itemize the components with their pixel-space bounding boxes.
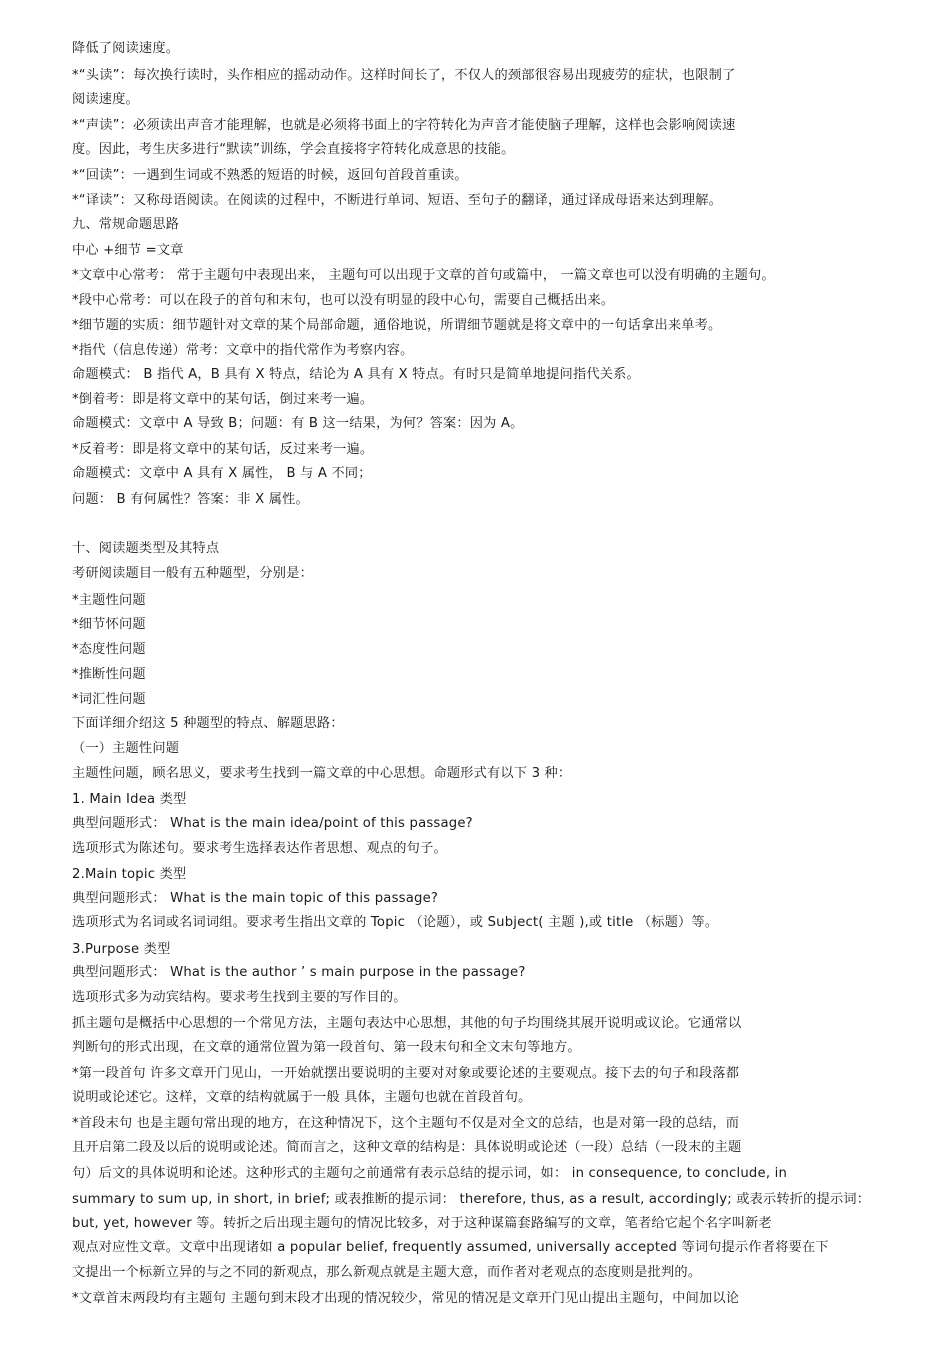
text-line: 度。因此，考生庆多进行“默读”训练，学会直接将字符转化成意思的技能。 (72, 142, 515, 157)
text-line: 1. Main Idea 类型 (72, 792, 187, 807)
text-line: 文提出一个标新立异的与之不同的新观点，那么新观点就是主题大意，而作者对老观点的态度则是批判的。 (72, 1265, 702, 1280)
list-item: *细节怀问题 (72, 617, 146, 632)
text-line: *“头读”：每次换行读时，头作相应的摇动动作。这样时间长了，不仅人的颈部很容易出现疲劳的症状，也限制了 (72, 68, 736, 83)
subsection-heading: （一）主题性问题 (72, 741, 180, 756)
text-line: 命题模式：文章中 A 具有 X 属性， B 与 A 不同； (72, 466, 372, 481)
text-line: 句）后文的具体说明和论述。这种形式的主题句之前通常有表示总结的提示词，如： in consequence, to conclude, in (72, 1166, 788, 1181)
text-line: 说明或论述它。这样，文章的结构就属于一般 具体，主题句也就在首段首句。 (72, 1090, 532, 1105)
text-line: but, yet, however 等。转折之后出现主题句的情况比较多，对于这种谋篇套路编写的文章，笔者给它起个名字叫新老 (72, 1216, 772, 1231)
text-line: *反着考：即是将文章中的某句话，反过来考一遍。 (72, 442, 374, 457)
list-item: *推断性问题 (72, 667, 146, 682)
text-line: *细节题的实质：细节题针对文章的某个局部命题，通俗地说，所谓细节题就是将文章中的一句话拿出来单考。 (72, 318, 722, 333)
text-line: *“声读”：必须读出声音才能理解，也就是必须将书面上的字符转化为声音才能使脑子理解，这样也会影响阅读速 (72, 118, 736, 133)
text-line: 命题模式：文章中 A 导致 B；问题：有 B 这一结果，为何？答案：因为 A。 (72, 416, 524, 431)
section-heading: 十、阅读题类型及其特点 (72, 541, 220, 556)
text-line: *倒着考：即是将文章中的某句话，倒过来考一遍。 (72, 392, 374, 407)
text-line: 主题性问题，顾名思义，要求考生找到一篇文章的中心思想。命题形式有以下 3 种： (72, 766, 572, 781)
text-line: *段中心常考：可以在段子的首句和末句，也可以没有明显的段中心句，需要自己概括出来。 (72, 293, 615, 308)
text-line: *“译读”：又称母语阅读。在阅读的过程中，不断进行单词、短语、至句子的翻译，通过译成母语来达到理解。 (72, 193, 723, 208)
text-line: 中心 +细节 =文章 (72, 243, 184, 258)
text-line: 典型问题形式： What is the main topic of this passage? (72, 891, 439, 906)
text-line: *首段末句 也是主题句常出现的地方，在这种情况下，这个主题句不仅是对全文的总结，也是对第一段的总结，而 (72, 1116, 740, 1131)
text-line: 降低了阅读速度。 (72, 41, 180, 56)
text-line: 典型问题形式： What is the main idea/point of this passage? (72, 816, 473, 831)
text-line: 且开启第二段及以后的说明或论述。简而言之，这种文章的结构是：具体说明或论述（一段）总结（一段末的主题 (72, 1140, 742, 1155)
text-line: 选项形式为名词或名词词组。要求考生指出文章的 Topic （论题），或 Subject( 主题 ),或 title （标题）等。 (72, 915, 719, 930)
text-line: 抓主题句是概括中心思想的一个常见方法，主题句表达中心思想，其他的句子均围绕其展开说明或议论。它通常以 (72, 1016, 742, 1031)
text-line: 选项形式多为动宾结构。要求考生找到主要的写作目的。 (72, 990, 407, 1005)
text-line: 典型问题形式： What is the author ’ s main purpose in the passage? (72, 965, 526, 980)
text-line: 命题模式： B 指代 A，B 具有 X 特点，结论为 A 具有 X 特点。有时只是简单地提问指代关系。 (72, 367, 640, 382)
section-heading: 九、常规命题思路 (72, 217, 180, 232)
text-line: 判断句的形式出现，在文章的通常位置为第一段首句、第一段末句和全文末句等地方。 (72, 1040, 581, 1055)
list-item: *态度性问题 (72, 642, 146, 657)
text-line: 2.Main topic 类型 (72, 867, 187, 882)
list-item: *主题性问题 (72, 593, 146, 608)
text-line: 阅读速度。 (72, 92, 139, 107)
text-line: *第一段首句 许多文章开门见山，一开始就摆出要说明的主要对对象或要论述的主要观点。接下去的句子和段落都 (72, 1066, 740, 1081)
text-line: 考研阅读题目一般有五种题型，分别是： (72, 566, 313, 581)
text-line: 下面详细介绍这 5 种题型的特点、解题思路： (72, 716, 344, 731)
text-line: 选项形式为陈述句。要求考生选择表达作者思想、观点的句子。 (72, 841, 447, 856)
text-line: 问题： B 有何属性？答案：非 X 属性。 (72, 492, 309, 507)
text-line: *文章中心常考： 常于主题句中表现出来， 主题句可以出现于文章的首句或篇中， 一篇文章也可以没有明确的主题句。 (72, 268, 775, 283)
text-line: *文章首末两段均有主题句 主题句到末段才出现的情况较少，常见的情况是文章开门见山提出主题句，中间加以论 (72, 1291, 740, 1306)
text-line: 3.Purpose 类型 (72, 942, 171, 957)
text-line: 观点对应性文章。文章中出现诸如 a popular belief, frequently assumed, universally accepted 等词句提示作者将要在下 (72, 1240, 829, 1255)
list-item: *词汇性问题 (72, 692, 146, 707)
text-line: *指代（信息传递）常考：文章中的指代常作为考察内容。 (72, 343, 414, 358)
text-line: summary to sum up, in short, in brief; 或表推断的提示词： therefore, thus, as a result, accordingly; 或表示转折的提示词： (72, 1192, 871, 1207)
text-line: *“回读”：一遇到生词或不熟悉的短语的时候，返回句首段首重读。 (72, 168, 468, 183)
